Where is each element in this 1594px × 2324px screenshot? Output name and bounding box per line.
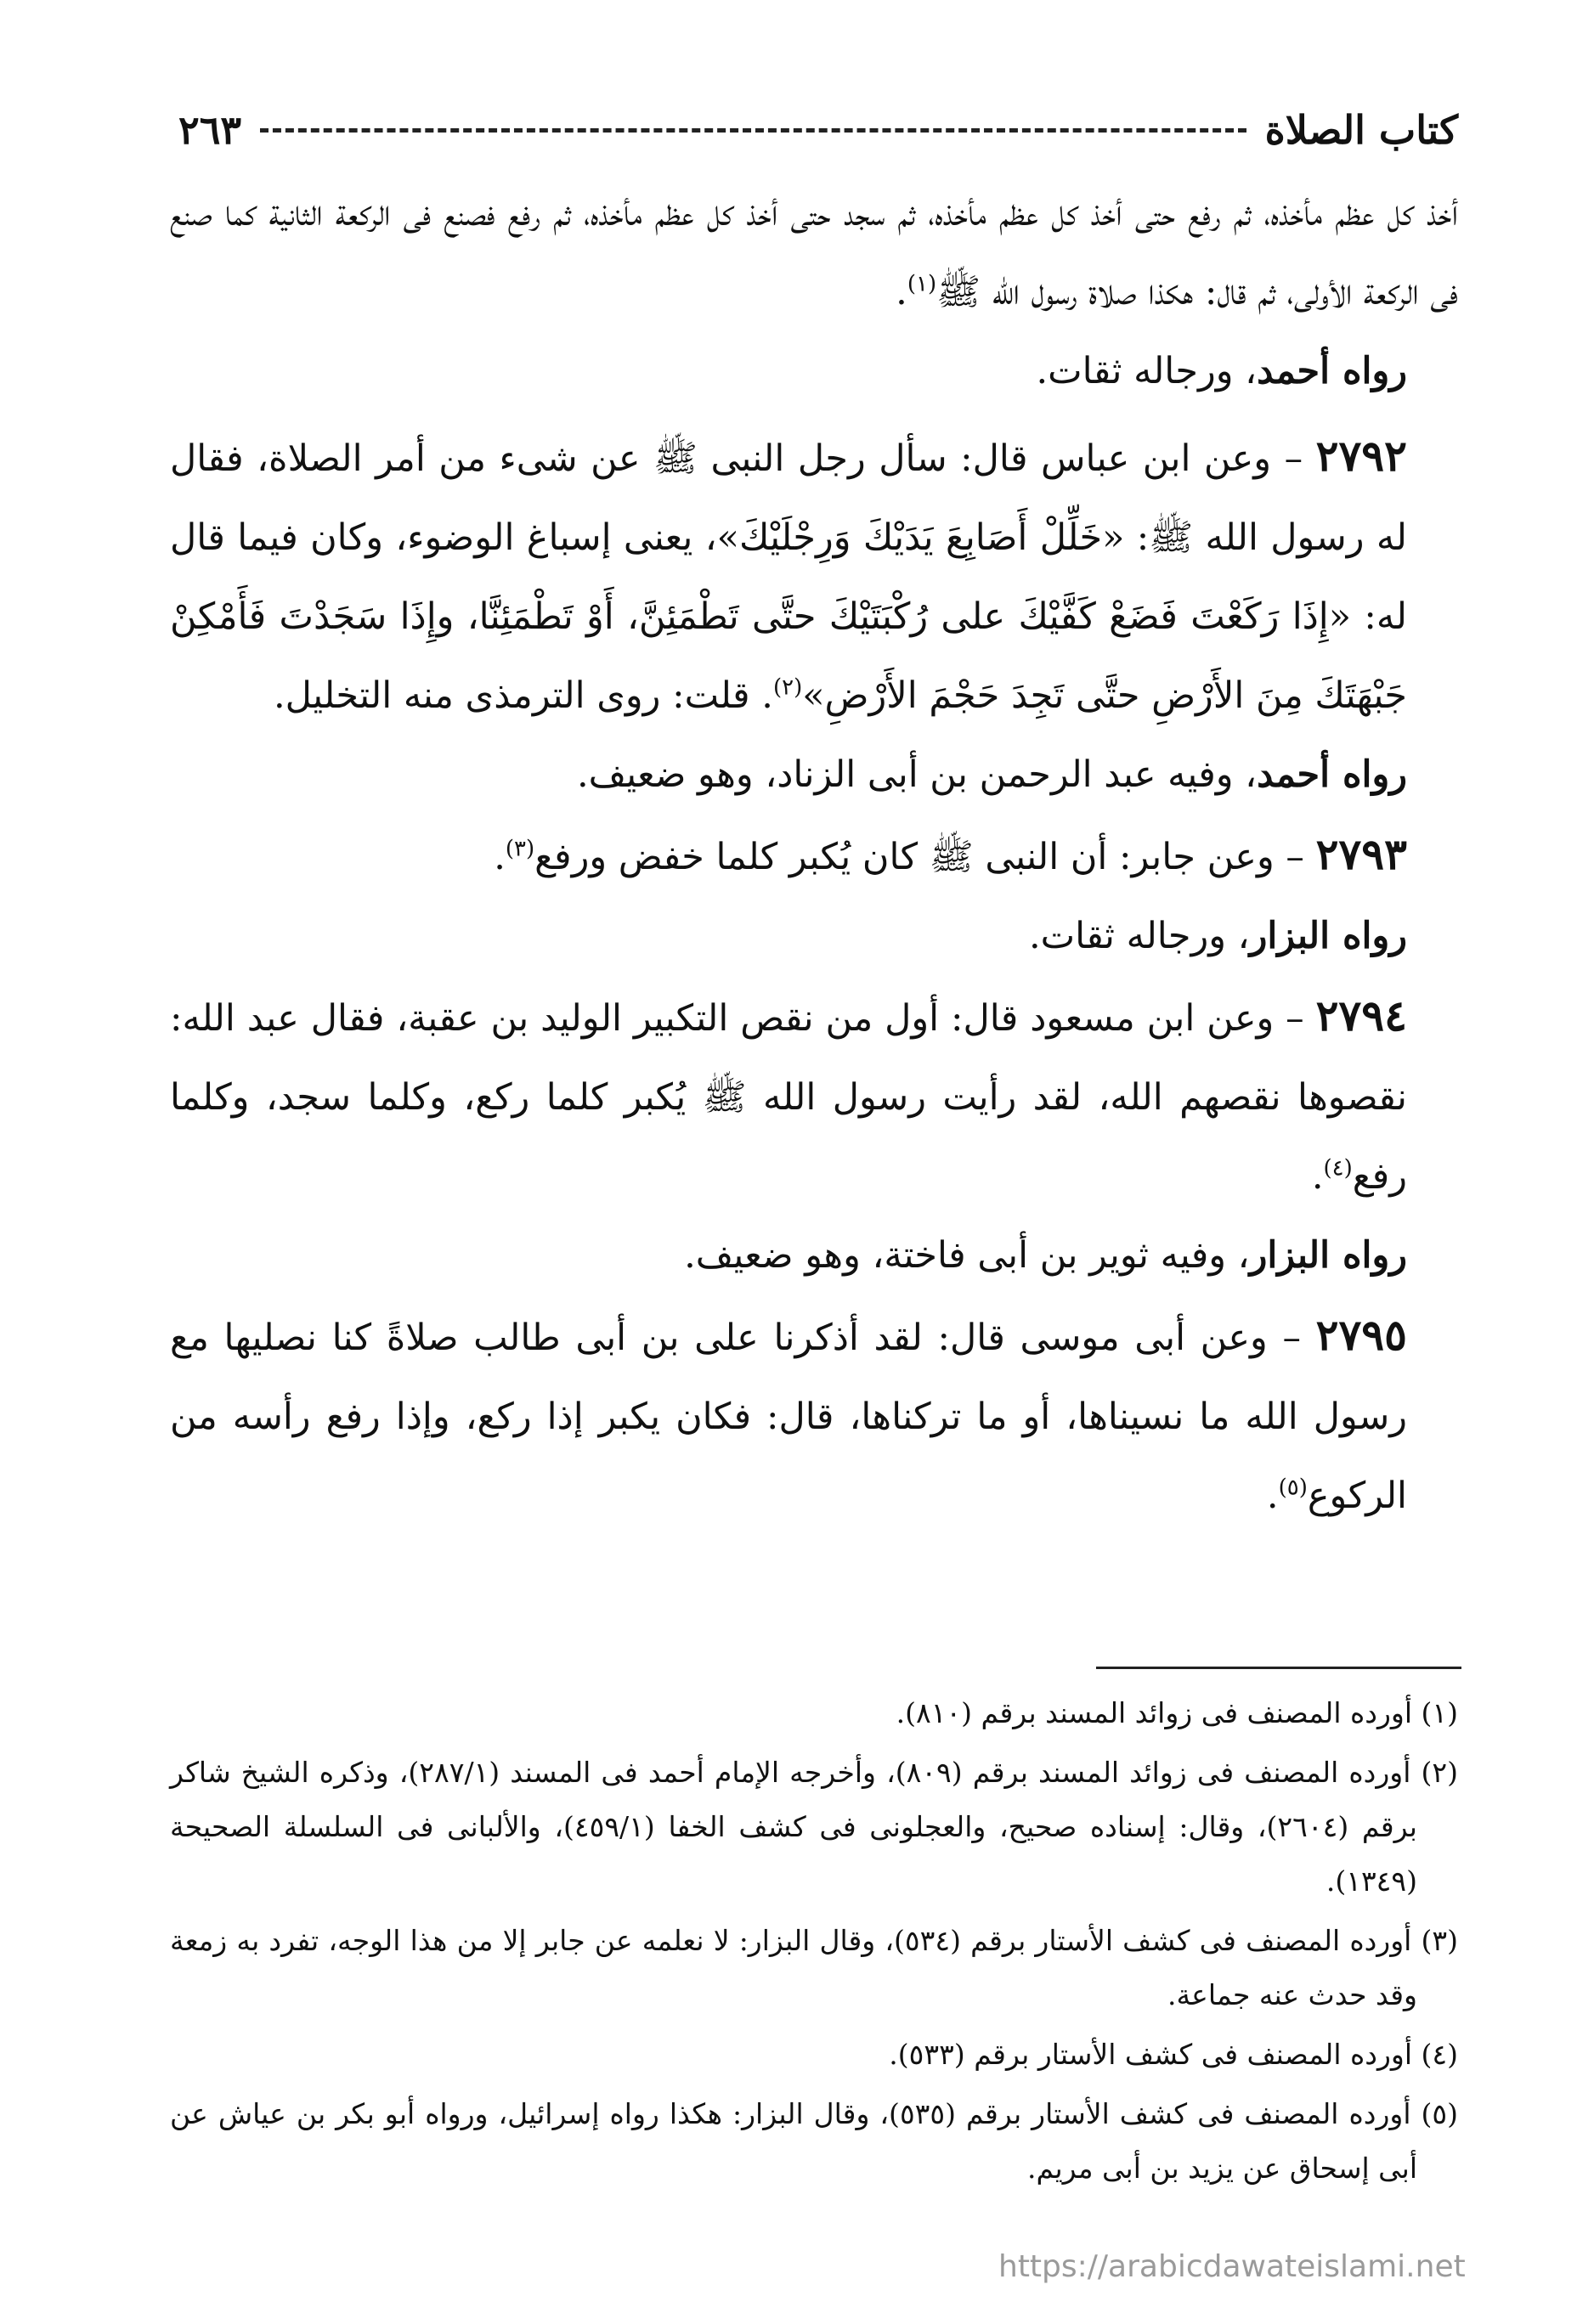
hadith-2792: ٢٧٩٢ – وعن ابن عباس قال: سأل رجل النبى ﷺ عن شىء من أمر الصلاة، فقال له رسول الله ﷺ: «خَلِّلْ أَصَابِعَ يَدَيْكَ وَرِجْلَيْكَ»، يعنى إسباغ الوضوء، وكان فيما قال له: «إِذَا رَكَعْتَ فَضَعْ كَفَّيْكَ على رُكْبَتَيْكَ حتَّى تَطْمَئِنَّ، أَوْ تَطْمَئِنَّا، وإِذَا سَجَدْتَ فَأَمْكِنْ جَبْهَتَكَ مِنَ الأَرْضِ حتَّى تَجِدَ حَجْمَ الأَرْضِ»$^{(٢)}$. قلت: روى الترمذى منه التخليل. <box>170 431 1408 717</box>
narration-note: رواه أحمد، وفيه عبد الرحمن بن أبى الزناد، وهو ضعيف. <box>576 753 1407 796</box>
hadith-number: ٢٧٩٢ <box>1315 431 1408 481</box>
hadith-2795: ٢٧٩٥ – وعن أبى موسى قال: لقد أذكرنا على بن أبى طالب صلاةً كنا نصليها مع رسول الله ما نسيناها، أو ما تركناها، قال: فكان يكبر إذا ركع، وإذا رفع رأسه من الركوع$^{(٥)}$. <box>170 1310 1408 1517</box>
footnote-5: (٥) أورده المصنف فى كشف الأستار برقم (٥٣٥)، وقال البزار: هكذا رواه إسرائيل، ورواه أبو بكر بن عياش عن أبى إسحاق عن يزيد بن أبى مريم. <box>170 2097 1458 2185</box>
footnote-3: (٣) أورده المصنف فى كشف الأستار برقم (٥٣٤)، وقال البزار: لا نعلمه عن جابر إلا من هذا الوجه، تفرد به زمعة وقد حدث عنه جماعة. <box>170 1924 1458 2011</box>
footnote-ref: (٤) <box>1323 1155 1353 1182</box>
footnote-2: (٢) أورده المصنف فى زوائد المسند برقم (٨٠٩)، وأخرجه الإمام أحمد فى المسند (٢٨٧/١)، وذكره الشيخ شاكر برقم (٢٦٠٤)، وقال: إسناده صحيح، والعجلونى فى كشف الخفا (٤٥٩/١)، والألبانى فى السلسلة الصحيحة (١٣٤٩). <box>170 1756 1458 1898</box>
hadith-2793: ٢٧٩٣ – وعن جابر: أن النبى ﷺ كان يُكبر كلما خفض ورفع$^{(٣)}$. <box>494 829 1407 879</box>
footnote-ref: (١) <box>907 271 937 297</box>
hadith-number: ٢٧٩٣ <box>1315 829 1407 879</box>
page-header <box>178 100 1458 160</box>
hadith-2794: ٢٧٩٤ – وعن ابن مسعود قال: أول من نقص التكبير الوليد بن عقبة، فقال عبد الله: نقصوها نقصهم الله، لقد رأيت رسول الله ﷺ يُكبر كلما ركع، وكلما سجد، وكلما رفع$^{(٤)}$. <box>170 990 1407 1198</box>
footnote-4: (٤) أورده المصنف فى كشف الأستار برقم (٥٣٣). <box>889 2038 1458 2071</box>
watermark-url: https://arabicdawateislami.net <box>998 2249 1466 2284</box>
hadith-number: ٢٧٩٤ <box>1315 990 1407 1041</box>
footnote-ref: (٢) <box>772 674 803 701</box>
footnotes <box>170 1686 1458 2201</box>
footnote-ref: (٣) <box>505 836 535 862</box>
narration-note: رواه البزار، ورجاله ثقات. <box>1029 915 1407 957</box>
narration-note: رواه البزار، وفيه ثوير بن أبى فاختة، وهو ضعيف. <box>684 1234 1407 1277</box>
header-dashed-rule <box>260 128 1246 133</box>
footnote-1: (١) أورده المصنف فى زوائد المسند برقم (٨١٠). <box>896 1696 1458 1729</box>
page-number: ٢٦٣ <box>178 107 242 153</box>
chapter-title: كتاب الصلاة <box>1264 107 1458 153</box>
footnote-divider <box>1096 1667 1461 1669</box>
hadith-number: ٢٧٩٥ <box>1315 1310 1408 1360</box>
narration-note: رواه أحمد، ورجاله ثقات. <box>1036 350 1407 392</box>
footnote-ref: (٥) <box>1278 1475 1308 1501</box>
main-text <box>170 174 1458 1536</box>
paragraph-continuation: أخذ كل عظم مأخذه، ثم رفع حتى أخذ كل عظم مأخذه، ثم سجد حتى أخذ كل عظم مأخذه، ثم رفع فصنع فى الركعة الثانية كما صنع فى الركعة الأولى، ثم قال: هكذا صلاة رسول الله ﷺ$^{(١)}$. <box>170 192 1458 313</box>
